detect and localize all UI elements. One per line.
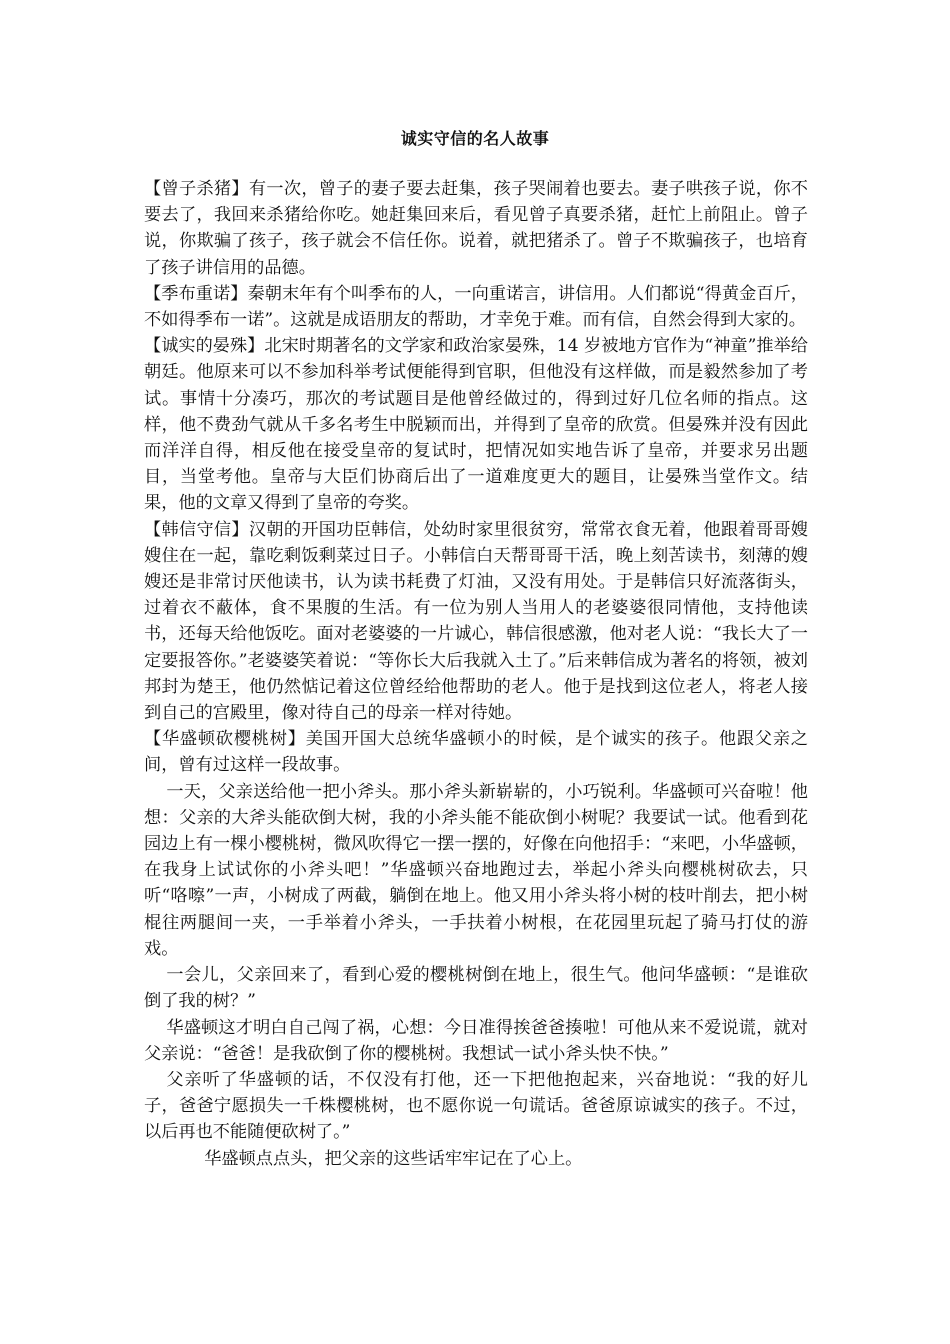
document-body [144,176,808,1172]
story-washington-para-1: 一天，父亲送给他一把小斧头。那小斧头新崭崭的，小巧锐利。华盛顿可兴奋啦！他想：父亲的大斧头能砍倒大树，我的小斧头能不能砍倒小树呢？我要试一试。他看到花园边上有一棵小樱桃树，微风吹得它一摆一摆的，好像在向他招手：“来吧，小华盛顿，在我身上试试你的小斧头吧！”华盛顿兴奋地跑过去，举起小斧头向樱桃树砍去，只听“咯嚓”一声，小树成了两截，躺倒在地上。他又用小斧头将小树的枝叶削去，把小树棍往两腿间一夹，一手举着小斧头，一手扶着小树根，在花园里玩起了骑马打仗的游戏。 [144,781,808,959]
story-washington-para-3: 华盛顿这才明白自己闯了祸，心想：今日准得挨爸爸揍啦！可他从来不爱说谎，就对父亲说：“爸爸！是我砍倒了你的樱桃树。我想试一试小斧头快不快。” [144,1017,808,1064]
story-zengzi: 【曾子杀猪】有一次，曾子的妻子要去赶集，孩子哭闹着也要去。妻子哄孩子说，你不要去了，我回来杀猪给你吃。她赶集回来后，看见曾子真要杀猪，赶忙上前阻止。曾子说，你欺骗了孩子，孩子就会不信任你。说着，就把猪杀了。曾子不欺骗孩子，也培育了孩子讲信用的品德。 [144,179,808,278]
story-yanshu: 【诚实的晏殊】北宋时期著名的文学家和政治家晏殊，14 岁被地方官作为“神童”推举给朝廷。他原来可以不参加科举考试便能得到官职，但他没有这样做，而是毅然参加了考试。事情十分凑巧，那次的考试题目是他曾经做过的，得到过好几位名师的指点。这样，他不费劲气就从千多名考生中脱颖而出，并得到了皇帝的欣赏。但晏殊并没有因此而洋洋自得，相反他在接受皇帝的复试时，把情况如实地告诉了皇帝，并要求另出题目，当堂考他。皇帝与大臣们协商后出了一道难度更大的题目，让晏殊当堂作文。结果，他的文章又得到了皇帝的夸奖。 [144,336,808,514]
story-washington-para-5: 华盛顿点点头，把父亲的这些话牢牢记在了心上。 [204,1148,583,1169]
document-title: 诚实守信的名人故事 [400,129,550,148]
story-washington-intro: 【华盛顿砍樱桃树】美国开国大总统华盛顿小的时候，是个诚实的孩子。他跟父亲之间，曾有过这样一段故事。 [144,729,808,776]
story-washington-para-2: 一会儿，父亲回来了，看到心爱的樱桃树倒在地上，很生气。他问华盛顿：“是谁砍倒了我的树？” [144,965,808,1012]
story-jibu: 【季布重诺】秦朝末年有个叫季布的人，一向重诺言，讲信用。人们都说“得黄金百斤，不如得季布一诺”。这就是成语朋友的帮助，才幸免于难。而有信，自然会得到大家的。 [144,283,808,331]
story-hanxin: 【韩信守信】汉朝的开国功臣韩信，处幼时家里很贫穷，常常衣食无着，他跟着哥哥嫂嫂住在一起，靠吃剩饭剩菜过日子。小韩信白天帮哥哥干活，晚上刻苦读书，刻薄的嫂嫂还是非常讨厌他读书，认为读书耗费了灯油，又没有用处。于是韩信只好流落街头，过着衣不蔽体，食不果腹的生活。有一位为别人当用人的老婆婆很同情他，支持他读书，还每天给他饭吃。面对老婆婆的一片诚心，韩信很感激，他对老人说：“我长大了一定要报答你。”老婆婆笑着说：“等你长大后我就入土了。”后来韩信成为著名的将领，被刘邦封为楚王，他仍然惦记着这位曾经给他帮助的老人。他于是找到这位老人，将老人接到自己的宫殿里，像对待自己的母亲一样对待她。 [144,519,808,724]
story-washington-para-4: 父亲听了华盛顿的话，不仅没有打他，还一下把他抱起来，兴奋地说：“我的好儿子，爸爸宁愿损失一千株樱桃树，也不愿你说一句谎话。爸爸原谅诚实的孩子。不过，以后再也不能随便砍树了。” [144,1069,808,1143]
